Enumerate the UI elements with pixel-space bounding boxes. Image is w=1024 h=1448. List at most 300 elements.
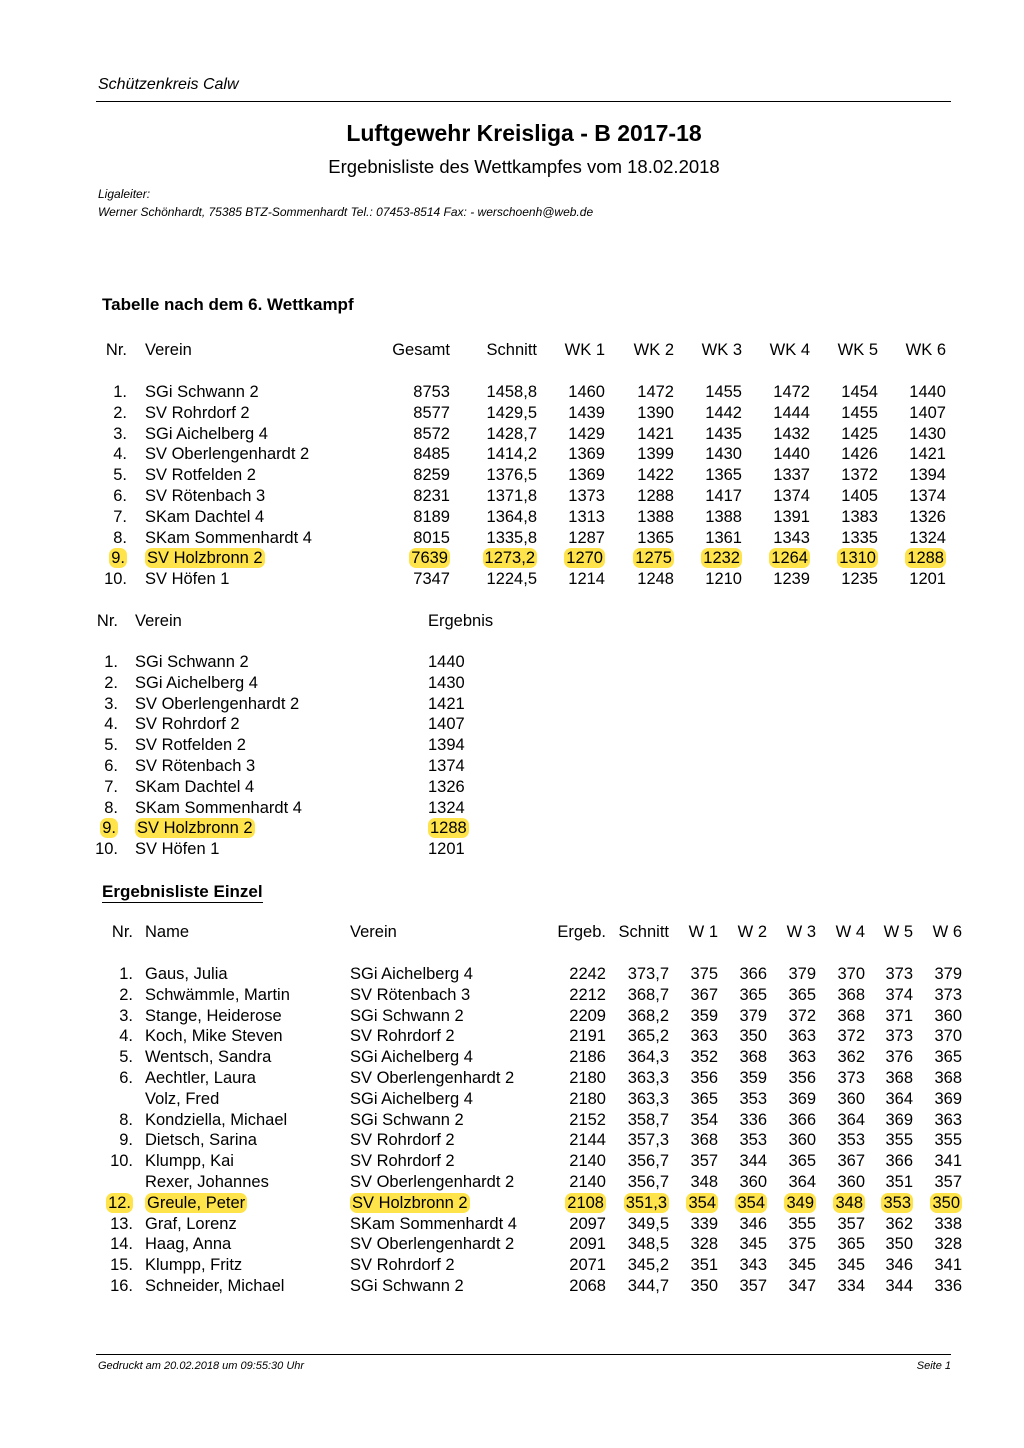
rank-cell: 10. <box>110 1152 133 1171</box>
w1-cell: 365 <box>690 1089 718 1108</box>
table-row <box>0 424 1024 444</box>
table-header-row <box>0 611 1024 631</box>
w6-cell: 368 <box>934 1069 962 1087</box>
wk1-cell: 1369 <box>568 445 605 464</box>
printed-timestamp: Gedruckt am 20.02.2018 um 09:55:30 Uhr <box>98 1360 305 1372</box>
rank-cell: 1. <box>104 653 118 671</box>
w5-cell: 376 <box>885 1048 913 1067</box>
rank-cell: 1. <box>113 383 127 401</box>
w3-cell: 372 <box>788 1006 816 1025</box>
wk2-cell: 1275 <box>635 549 672 568</box>
w6-cell: W 6 <box>932 923 962 941</box>
wk3-cell: 1442 <box>705 403 742 422</box>
average-cell: 1428,7 <box>486 424 537 443</box>
wk2-cell: WK 2 <box>633 341 674 359</box>
w5-cell: 368 <box>885 1069 913 1087</box>
w4-cell: 360 <box>837 1089 865 1108</box>
wk3-cell: 1435 <box>705 424 742 443</box>
rank-cell: 4. <box>119 1027 133 1046</box>
average-cell: 1224,5 <box>486 570 537 589</box>
w5-cell: 373 <box>885 965 913 983</box>
result-cell: 2071 <box>569 1256 606 1275</box>
page-title: Luftgewehr Kreisliga - B 2017-18 <box>346 120 702 146</box>
table-row <box>0 818 1024 838</box>
w3-cell: 369 <box>788 1089 816 1108</box>
average-cell: 373,7 <box>627 965 669 983</box>
result-cell: 2140 <box>569 1152 606 1171</box>
wk4-cell: 1472 <box>773 383 810 401</box>
table-row <box>0 714 1024 734</box>
rank-cell: 3. <box>119 1006 133 1025</box>
rank-cell: 15. <box>110 1256 133 1275</box>
wk4-cell: WK 4 <box>769 341 810 359</box>
total-cell: 8015 <box>413 528 450 547</box>
rank-cell: 8. <box>113 528 127 547</box>
w4-cell: 370 <box>837 965 865 983</box>
w3-cell: 379 <box>788 965 816 983</box>
name-cell: Schneider, Michael <box>145 1277 285 1295</box>
w6-cell: 341 <box>934 1152 962 1171</box>
rank-cell: 12. <box>108 1193 131 1212</box>
w1-cell: 328 <box>690 1235 718 1254</box>
w1-cell: 363 <box>690 1027 718 1046</box>
w1-cell: 359 <box>690 1006 718 1025</box>
rank-cell: 16. <box>110 1277 133 1295</box>
rank-cell: 2. <box>113 403 127 422</box>
wk5-cell: 1405 <box>841 487 878 505</box>
wk3-cell: 1417 <box>705 487 742 505</box>
w6-cell: 369 <box>934 1089 962 1108</box>
w1-cell: 368 <box>690 1131 718 1150</box>
footer-rule <box>96 1354 951 1355</box>
average-cell: 1458,8 <box>486 383 537 401</box>
rank-cell: 3. <box>104 694 118 713</box>
wk6-cell: 1288 <box>907 549 944 568</box>
name-cell: Gaus, Julia <box>145 965 228 983</box>
w2-cell: 353 <box>739 1131 767 1150</box>
average-cell: 356,7 <box>627 1173 669 1191</box>
w3-cell: 355 <box>788 1214 816 1233</box>
average-cell: 1371,8 <box>486 487 537 505</box>
page-subtitle: Ergebnisliste des Wettkampfes vom 18.02.2018 <box>328 156 720 177</box>
club-cell: SV Oberlengenhardt 2 <box>350 1069 515 1087</box>
wk1-cell: 1287 <box>568 528 605 547</box>
result-cell: 2209 <box>569 1006 606 1025</box>
average-cell: 351,3 <box>625 1193 667 1212</box>
club-cell: SV Holzbronn 2 <box>137 819 253 838</box>
club-cell: SGi Aichelberg 4 <box>350 1048 473 1067</box>
result-cell: 1407 <box>428 715 465 734</box>
table-row <box>0 1110 1024 1130</box>
club-cell: SV Höfen 1 <box>135 840 220 859</box>
average-cell: Schnitt <box>618 923 669 941</box>
wk5-cell: 1383 <box>841 507 878 526</box>
club-cell: SV Rohrdorf 2 <box>350 1131 455 1150</box>
result-cell: 1394 <box>428 736 465 755</box>
w1-cell: 348 <box>690 1173 718 1191</box>
average-cell: 363,3 <box>627 1069 669 1087</box>
club-cell: SGi Aichelberg 4 <box>135 673 258 692</box>
average-cell: 1414,2 <box>486 445 537 464</box>
club-cell: SKam Dachtel 4 <box>145 507 265 526</box>
rank-cell: 1. <box>119 965 133 983</box>
w1-cell: 351 <box>690 1256 718 1275</box>
result-cell: 2152 <box>569 1110 606 1129</box>
average-cell: 345,2 <box>627 1256 669 1275</box>
wk4-cell: 1432 <box>773 424 810 443</box>
w3-cell: 347 <box>788 1277 816 1295</box>
wk6-cell: 1407 <box>909 403 946 422</box>
w2-cell: 366 <box>739 965 767 983</box>
rank-cell: 9. <box>111 549 125 568</box>
wk4-cell: 1264 <box>771 549 808 568</box>
wk1-cell: 1439 <box>568 403 605 422</box>
total-cell: 8577 <box>413 403 450 422</box>
rank-cell: 6. <box>119 1069 133 1087</box>
table-row <box>0 465 1024 485</box>
w3-cell: 363 <box>788 1048 816 1067</box>
table-row <box>0 528 1024 548</box>
wk5-cell: 1455 <box>841 403 878 422</box>
result-cell: 1421 <box>428 694 465 713</box>
w2-cell: 343 <box>739 1256 767 1275</box>
rank-cell: Nr. <box>105 341 127 359</box>
average-cell: 365,2 <box>627 1027 669 1046</box>
individual-results-heading <box>102 882 263 902</box>
club-cell: SKam Dachtel 4 <box>135 777 255 796</box>
club-cell: SV Höfen 1 <box>145 570 230 589</box>
w4-cell: 334 <box>837 1277 865 1295</box>
rank-cell: 8. <box>104 798 118 817</box>
rank-cell: 4. <box>113 445 127 464</box>
total-cell: 8259 <box>413 466 450 485</box>
club-cell: Verein <box>350 923 397 941</box>
name-cell: Klumpp, Fritz <box>145 1256 243 1275</box>
table-row <box>0 735 1024 755</box>
wk3-cell: 1361 <box>705 528 742 547</box>
w5-cell: 346 <box>885 1256 913 1275</box>
w4-cell: 357 <box>837 1214 865 1233</box>
name-cell: Graf, Lorenz <box>145 1214 237 1233</box>
result-cell: 2091 <box>569 1235 606 1254</box>
club-cell: SGi Schwann 2 <box>350 1277 464 1295</box>
table-row <box>0 985 1024 1005</box>
wk5-cell: 1335 <box>841 528 878 547</box>
w2-cell: 345 <box>739 1235 767 1254</box>
w4-cell: 348 <box>835 1193 863 1212</box>
name-cell: Haag, Anna <box>145 1235 232 1254</box>
average-cell: 356,7 <box>627 1152 669 1171</box>
rank-cell: 9. <box>119 1131 133 1150</box>
rank-cell: 9. <box>102 819 116 838</box>
wk6-cell: 1394 <box>909 466 946 485</box>
wk1-cell: 1369 <box>568 466 605 485</box>
w3-cell: 356 <box>788 1069 816 1087</box>
w2-cell: 354 <box>737 1193 765 1212</box>
result-cell: 2097 <box>569 1214 606 1233</box>
wk6-cell: 1374 <box>909 487 946 505</box>
individual-results-heading-text: Ergebnisliste Einzel <box>102 882 263 901</box>
wk2-cell: 1388 <box>637 507 674 526</box>
result-cell: Ergeb. <box>557 923 606 941</box>
wk2-cell: 1421 <box>637 424 674 443</box>
result-cell: 2186 <box>569 1048 606 1067</box>
club-cell: SV Oberlengenhardt 2 <box>145 445 310 464</box>
result-cell: 2242 <box>569 965 606 983</box>
average-cell: 1376,5 <box>486 466 537 485</box>
club-cell: SV Rohrdorf 2 <box>350 1256 455 1275</box>
rank-cell: 6. <box>113 487 127 505</box>
w5-cell: 351 <box>885 1173 913 1191</box>
club-cell: SKam Sommenhardt 4 <box>145 528 312 547</box>
result-cell: 2180 <box>569 1069 606 1087</box>
w5-cell: W 5 <box>883 923 913 941</box>
name-cell: Stange, Heiderose <box>145 1006 282 1025</box>
w6-cell: 336 <box>934 1277 962 1295</box>
wk3-cell: 1232 <box>703 549 740 568</box>
table-row <box>0 382 1024 402</box>
table-row <box>0 569 1024 589</box>
w4-cell: 345 <box>837 1256 865 1275</box>
w3-cell: 360 <box>788 1131 816 1150</box>
club-cell: SV Holzbronn 2 <box>147 549 263 568</box>
wk6-cell: 1421 <box>909 445 946 464</box>
w6-cell: 373 <box>934 985 962 1004</box>
table-row <box>0 1172 1024 1192</box>
wk6-cell: WK 6 <box>905 341 946 359</box>
wk2-cell: 1422 <box>637 466 674 485</box>
rank-cell: 7. <box>104 777 118 796</box>
result-cell: 2108 <box>567 1193 604 1212</box>
w4-cell: 353 <box>837 1131 865 1150</box>
w1-cell: 367 <box>690 985 718 1004</box>
organization-name: Schützenkreis Calw <box>98 76 239 93</box>
table-row <box>0 1130 1024 1150</box>
wk4-cell: 1440 <box>773 445 810 464</box>
individual-results-table <box>0 922 1024 1302</box>
table-row <box>0 486 1024 506</box>
wk1-cell: 1270 <box>566 549 603 568</box>
w5-cell: 366 <box>885 1152 913 1171</box>
w2-cell: 368 <box>739 1048 767 1067</box>
average-cell: 1429,5 <box>486 403 537 422</box>
table-row <box>0 1193 1024 1213</box>
club-cell: SV Rötenbach 3 <box>350 985 471 1004</box>
name-cell: Dietsch, Sarina <box>145 1131 257 1150</box>
name-cell: Kondziella, Michael <box>145 1110 288 1129</box>
average-cell: 363,3 <box>627 1089 669 1108</box>
club-cell: SV Oberlengenhardt 2 <box>350 1173 515 1191</box>
table-row <box>0 694 1024 714</box>
total-cell: 8753 <box>413 383 450 401</box>
table-row <box>0 1214 1024 1234</box>
w1-cell: 352 <box>690 1048 718 1067</box>
w1-cell: 354 <box>690 1110 718 1129</box>
club-cell: SGi Schwann 2 <box>350 1006 464 1025</box>
rank-cell: 3. <box>113 424 127 443</box>
club-cell: SGi Aichelberg 4 <box>145 424 268 443</box>
rank-cell: 8. <box>119 1110 133 1129</box>
club-cell: SGi Schwann 2 <box>145 383 259 401</box>
standings-table <box>0 340 1024 600</box>
club-cell: SV Oberlengenhardt 2 <box>135 694 300 713</box>
name-cell: Aechtler, Laura <box>145 1069 256 1087</box>
average-cell: 368,2 <box>627 1006 669 1025</box>
wk2-cell: 1248 <box>637 570 674 589</box>
wk4-cell: 1337 <box>773 466 810 485</box>
result-cell: 2212 <box>569 985 606 1004</box>
rank-cell: 7. <box>113 507 127 526</box>
rank-cell: 6. <box>104 757 118 775</box>
w2-cell: 346 <box>739 1214 767 1233</box>
club-cell: SV Rötenbach 3 <box>135 757 256 775</box>
w3-cell: 363 <box>788 1027 816 1046</box>
average-cell: 348,5 <box>627 1235 669 1254</box>
wk2-cell: 1365 <box>637 528 674 547</box>
result-cell: 2144 <box>569 1131 606 1150</box>
average-cell: 1273,2 <box>484 549 535 568</box>
w5-cell: 374 <box>885 985 913 1004</box>
w4-cell: 367 <box>837 1152 865 1171</box>
w4-cell: 364 <box>837 1110 865 1129</box>
w1-cell: W 1 <box>688 923 718 941</box>
total-cell: 7639 <box>411 549 448 568</box>
w2-cell: 379 <box>739 1006 767 1025</box>
w2-cell: 336 <box>739 1110 767 1129</box>
table-row <box>0 1047 1024 1067</box>
wk4-cell: 1444 <box>773 403 810 422</box>
name-cell: Klumpp, Kai <box>145 1152 234 1171</box>
w3-cell: 364 <box>788 1173 816 1191</box>
w5-cell: 344 <box>885 1277 913 1295</box>
table-row <box>0 1006 1024 1026</box>
table-row <box>0 1068 1024 1088</box>
wk3-cell: 1455 <box>705 383 742 401</box>
result-cell: 2068 <box>569 1277 606 1295</box>
table-row <box>0 1151 1024 1171</box>
w6-cell: 357 <box>934 1173 962 1191</box>
table-row <box>0 1276 1024 1296</box>
wk2-cell: 1390 <box>637 403 674 422</box>
w5-cell: 373 <box>885 1027 913 1046</box>
name-cell: Volz, Fred <box>145 1089 220 1108</box>
rank-cell: 2. <box>119 985 133 1004</box>
table-row <box>0 548 1024 568</box>
club-cell: SV Rohrdorf 2 <box>145 403 250 422</box>
wk5-cell: 1454 <box>841 383 878 401</box>
table-row <box>0 507 1024 527</box>
w2-cell: W 2 <box>737 923 767 941</box>
w3-cell: 365 <box>788 985 816 1004</box>
w3-cell: 375 <box>788 1235 816 1254</box>
total-cell: Gesamt <box>392 341 450 359</box>
wk5-cell: 1426 <box>841 445 878 464</box>
w2-cell: 360 <box>739 1173 767 1191</box>
w5-cell: 353 <box>883 1193 911 1212</box>
w5-cell: 369 <box>885 1110 913 1129</box>
wk1-cell: 1373 <box>568 487 605 505</box>
wk2-cell: 1288 <box>637 487 674 505</box>
w6-cell: 370 <box>934 1027 962 1046</box>
table-header-row <box>0 340 1024 360</box>
w6-cell: 360 <box>934 1006 962 1025</box>
w5-cell: 371 <box>885 1006 913 1025</box>
w1-cell: 357 <box>690 1152 718 1171</box>
rank-cell: 5. <box>119 1048 133 1067</box>
average-cell: 357,3 <box>627 1131 669 1150</box>
table-row <box>0 756 1024 776</box>
rank-cell: 5. <box>104 736 118 755</box>
w3-cell: 365 <box>788 1152 816 1171</box>
wk6-cell: 1326 <box>909 507 946 526</box>
w1-cell: 356 <box>690 1069 718 1087</box>
club-cell: SGi Aichelberg 4 <box>350 1089 473 1108</box>
wk5-cell: 1425 <box>841 424 878 443</box>
club-cell: SV Rotfelden 2 <box>145 466 256 485</box>
rank-cell: 4. <box>104 715 118 734</box>
standings-heading: Tabelle nach dem 6. Wettkampf <box>102 295 354 314</box>
total-cell: 8572 <box>413 424 450 443</box>
average-cell: 344,7 <box>627 1277 669 1295</box>
wk3-cell: WK 3 <box>701 341 742 359</box>
club-cell: SV Rohrdorf 2 <box>350 1027 455 1046</box>
wk5-cell: 1235 <box>841 570 878 589</box>
result-cell: Ergebnis <box>428 612 494 630</box>
w2-cell: 344 <box>739 1152 767 1171</box>
table-header-row <box>0 922 1024 942</box>
w5-cell: 355 <box>885 1131 913 1150</box>
result-cell: 2180 <box>569 1089 606 1108</box>
table-row <box>0 444 1024 464</box>
w1-cell: 354 <box>688 1193 716 1212</box>
table-row <box>0 403 1024 423</box>
w5-cell: 350 <box>885 1235 913 1254</box>
average-cell: 358,7 <box>627 1110 669 1129</box>
w4-cell: 373 <box>837 1069 865 1087</box>
rank-cell: 10. <box>95 840 118 859</box>
w1-cell: 350 <box>690 1277 718 1295</box>
table-row <box>0 798 1024 818</box>
w4-cell: 368 <box>837 985 865 1004</box>
club-cell: SKam Sommenhardt 4 <box>135 798 302 817</box>
wk3-cell: 1430 <box>705 445 742 464</box>
w6-cell: 363 <box>934 1110 962 1129</box>
w2-cell: 353 <box>739 1089 767 1108</box>
result-cell: 2140 <box>569 1173 606 1191</box>
w6-cell: 365 <box>934 1048 962 1067</box>
club-cell: Verein <box>145 341 192 359</box>
table-row <box>0 1089 1024 1109</box>
rank-cell: 13. <box>110 1214 133 1233</box>
result-cell: 1430 <box>428 673 465 692</box>
rank-cell: Nr. <box>111 923 133 941</box>
wk5-cell: WK 5 <box>837 341 878 359</box>
total-cell: 8189 <box>413 507 450 526</box>
w2-cell: 365 <box>739 985 767 1004</box>
total-cell: 7347 <box>413 570 450 589</box>
wk1-cell: 1313 <box>568 507 605 526</box>
header-rule <box>96 101 951 102</box>
result-cell: 1374 <box>428 757 465 775</box>
w3-cell: 345 <box>788 1256 816 1275</box>
table-row <box>0 1234 1024 1254</box>
total-cell: 8231 <box>413 487 450 505</box>
average-cell: 1364,8 <box>486 507 537 526</box>
league-leader-contact: Werner Schönhardt, 75385 BTZ-Sommenhardt Tel.: 07453-8514 Fax: - werschoenh@web.de <box>98 205 594 219</box>
result-cell: 1288 <box>430 819 467 838</box>
matchday-results-table <box>0 611 1024 861</box>
average-cell: Schnitt <box>486 341 537 359</box>
